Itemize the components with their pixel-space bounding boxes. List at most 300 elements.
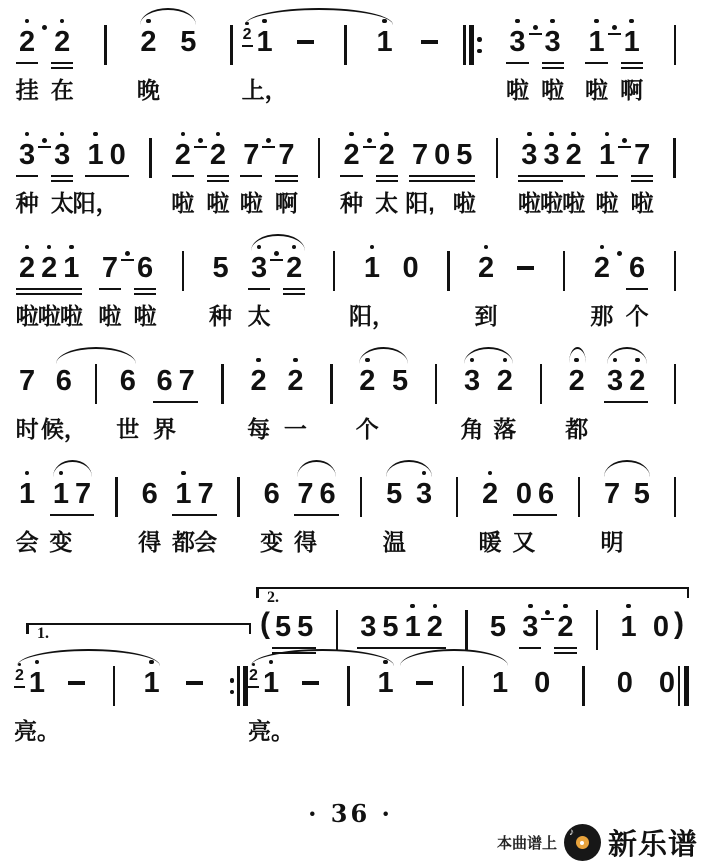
note <box>631 466 653 511</box>
octave-dot <box>613 358 618 363</box>
separator-dot <box>194 127 207 148</box>
dash-extension <box>514 240 538 285</box>
barline <box>674 364 677 404</box>
lyric-syllable: 到 <box>474 303 498 329</box>
duration-underline <box>513 514 535 517</box>
slur-arc-group <box>382 466 435 555</box>
duration-underline <box>16 288 38 291</box>
lyric-syllable: 在 <box>50 77 74 103</box>
octave-dot <box>383 660 388 665</box>
note-digit: 5 <box>382 611 399 643</box>
final-barline <box>678 666 689 706</box>
note-digit: 6 <box>319 478 336 510</box>
duration-underline <box>275 175 297 178</box>
note <box>107 127 129 177</box>
octave-dot <box>59 471 64 476</box>
dot-glyph <box>367 138 372 143</box>
duration-underline <box>376 175 398 178</box>
lyric-syllable: 啦 <box>595 190 619 216</box>
octave-dot-slot <box>240 127 262 138</box>
duration-underline <box>60 288 82 291</box>
duration-underline <box>275 180 297 183</box>
note-digit: 2 <box>496 365 513 397</box>
note-digit: 0 <box>109 139 126 171</box>
octave-dot-slot <box>194 127 207 138</box>
dash-extension <box>64 655 88 700</box>
note-digit: 1 <box>19 478 36 510</box>
note-digit: 1 <box>175 478 192 510</box>
dot-glyph <box>533 25 538 30</box>
note <box>283 240 305 295</box>
lyric-syllable: 落 <box>493 416 517 442</box>
note <box>13 655 60 744</box>
octave-dot-slot <box>376 127 398 138</box>
note <box>140 655 162 700</box>
barline <box>95 364 98 404</box>
octave-dot <box>35 660 40 665</box>
note-digit: 3 <box>415 478 433 510</box>
note <box>512 466 536 555</box>
note <box>247 240 271 329</box>
duration-underline <box>153 401 175 404</box>
octave-dot-slot <box>177 14 199 25</box>
octave-dot-slot <box>409 127 431 138</box>
slur-arc-group <box>136 14 199 103</box>
dash-glyph <box>68 681 85 685</box>
separator-dot <box>618 127 631 148</box>
note-digit: 7 <box>411 139 429 171</box>
dash-glyph <box>297 40 314 44</box>
note <box>541 14 565 103</box>
lyric-syllable: 暖 <box>478 529 502 555</box>
octave-dot-slot <box>293 14 317 25</box>
note-digit: 2 <box>557 611 574 643</box>
duration-underline <box>294 514 316 517</box>
slur-arc-group <box>565 353 590 442</box>
first-ending-label: 1. <box>37 625 49 642</box>
octave-dot-slot <box>357 599 379 610</box>
note <box>474 240 498 329</box>
octave-dot <box>93 132 98 137</box>
octave-dot-slot <box>513 466 535 477</box>
barline <box>336 610 339 650</box>
octave-dot <box>433 604 438 609</box>
separator-dot <box>363 127 376 148</box>
publisher-watermark <box>497 822 698 863</box>
score-system <box>0 353 701 466</box>
octave-dot-slot <box>14 659 25 667</box>
octave-dot <box>594 19 599 24</box>
octave-dot-slot <box>431 127 453 138</box>
dash-glyph <box>302 681 319 685</box>
octave-dot-slot <box>153 353 175 364</box>
note-digit: 1 <box>28 667 46 699</box>
octave-dot-slot <box>356 353 378 364</box>
note-digit: 2 <box>209 139 226 171</box>
duration-underline <box>270 259 283 262</box>
note-digit: 1 <box>143 667 160 699</box>
note <box>519 599 541 649</box>
lyric-syllable: 那 <box>590 303 614 329</box>
octave-dot-slot <box>172 127 194 138</box>
octave-dot-slot <box>16 240 38 251</box>
note <box>424 599 446 649</box>
barline <box>330 364 333 404</box>
octave-dot-slot <box>16 127 38 138</box>
note-row <box>15 466 685 555</box>
duration-underline <box>626 288 648 291</box>
note-digit: 7 <box>297 478 314 510</box>
duration-underline <box>38 146 51 149</box>
octave-dot-slot <box>399 240 421 251</box>
octave-dot-slot <box>585 14 607 25</box>
duration-underline <box>409 175 431 178</box>
duration-underline <box>207 175 229 178</box>
note-digit: 2 <box>19 26 36 58</box>
duration-underline <box>518 175 540 178</box>
duration-underline <box>357 647 379 650</box>
duration-underline <box>618 146 631 149</box>
octave-dot-slot <box>121 240 134 251</box>
dash-glyph <box>186 681 203 685</box>
lyric-syllable: 啦 <box>630 190 654 216</box>
octave-dot <box>527 132 532 137</box>
note <box>176 353 198 403</box>
note-digit: 1 <box>404 611 421 643</box>
duration-underline <box>453 175 475 178</box>
barline <box>113 666 116 706</box>
ending-main-line <box>13 655 689 744</box>
duration-underline <box>272 647 294 650</box>
note-digit: 3 <box>544 26 561 58</box>
note <box>274 127 298 216</box>
note-digit: 7 <box>101 252 118 284</box>
octave-dot <box>245 22 249 26</box>
note <box>487 599 509 644</box>
octave-dot <box>252 663 256 667</box>
slur-arc-group <box>293 466 339 555</box>
barline <box>447 251 450 291</box>
lyric-syllable: 啦 <box>133 303 157 329</box>
note-digit: 3 <box>463 365 481 397</box>
lyric-syllable: 啦 <box>505 77 529 103</box>
octave-dot-slot <box>294 466 316 477</box>
octave-dot-slot <box>361 240 383 251</box>
note-digit: 5 <box>386 478 403 510</box>
separator-dot <box>38 127 51 148</box>
note-digit: 3 <box>19 139 36 171</box>
note <box>379 599 401 649</box>
dot-glyph <box>42 25 47 30</box>
note-row <box>15 14 685 103</box>
octave-dot <box>635 358 640 363</box>
octave-dot-slot <box>613 240 626 251</box>
octave-dot-slot <box>38 240 60 251</box>
watermark-prefix-text: 本曲谱上 <box>496 835 557 852</box>
note <box>373 14 395 59</box>
dash-extension <box>183 655 207 700</box>
note-digit: 5 <box>212 252 229 284</box>
note-digit: 1 <box>376 26 393 58</box>
slur-arc-group <box>248 655 397 744</box>
dash-extension <box>417 14 441 59</box>
note <box>399 240 421 285</box>
parenthesis: ) <box>674 607 685 640</box>
octave-dot <box>574 358 579 363</box>
duration-underline <box>554 647 576 650</box>
note <box>630 127 654 216</box>
duration-underline <box>72 514 94 517</box>
separator-dot <box>541 599 554 620</box>
duration-underline <box>540 180 562 183</box>
octave-dot-slot <box>601 466 623 477</box>
note-digit: 6 <box>156 365 173 397</box>
lyric-syllable: 亮。 <box>13 718 60 744</box>
duration-underline <box>172 175 194 178</box>
lyric-syllable: 太 <box>50 190 74 216</box>
note-digit: 1 <box>598 139 616 171</box>
barline <box>104 25 107 65</box>
lyric-syllable: 挂 <box>15 77 39 103</box>
note-digit: 7 <box>197 478 214 510</box>
octave-dot <box>488 471 493 476</box>
duration-underline <box>519 647 541 650</box>
note-row <box>15 240 685 329</box>
separator-dot <box>608 14 621 35</box>
note-digit: 2 <box>250 365 267 397</box>
duration-underline <box>379 647 401 650</box>
duration-underline <box>541 618 554 621</box>
octave-dot <box>605 132 610 137</box>
note <box>283 353 307 442</box>
note-digit: 7 <box>603 478 621 510</box>
lyric-syllable: 阳, <box>405 190 435 216</box>
octave-dot <box>18 663 22 667</box>
note <box>478 466 502 555</box>
note-digit: 5 <box>180 26 197 58</box>
note-digit: 5 <box>297 611 314 643</box>
octave-dot-slot <box>137 14 159 25</box>
duration-underline <box>38 288 60 291</box>
duration-underline <box>453 180 475 183</box>
note-digit: 6 <box>537 478 555 510</box>
note <box>405 127 435 216</box>
note <box>389 353 411 398</box>
duration-underline <box>554 652 576 655</box>
note-digit: 3 <box>509 26 526 58</box>
lyric-syllable: 啦 <box>239 190 263 216</box>
octave-dot-slot <box>563 127 585 138</box>
lyric-syllable: 太 <box>247 303 271 329</box>
octave-dot <box>370 245 375 250</box>
separator-dot <box>38 14 51 30</box>
parenthesis: ( <box>260 607 270 640</box>
octave-dot-slot <box>260 655 282 666</box>
note <box>59 240 83 329</box>
octave-dot-slot <box>531 655 553 666</box>
barline <box>465 610 468 650</box>
lyric-syllable: 阳， <box>72 190 119 216</box>
lyric-syllable: 啦 <box>585 77 609 103</box>
note-digit: 0 <box>534 667 551 699</box>
note <box>452 127 476 216</box>
note-digit: 2 <box>629 365 646 397</box>
note-digit: 5 <box>633 478 650 510</box>
note-digit: 3 <box>543 139 560 171</box>
duration-underline <box>51 67 73 70</box>
note-digit: 2 <box>343 139 360 171</box>
octave-dot <box>470 358 475 363</box>
octave-dot-slot <box>64 655 88 666</box>
duration-underline <box>540 175 562 178</box>
dash-glyph <box>517 266 534 270</box>
note <box>618 599 640 644</box>
octave-dot-slot <box>424 599 446 610</box>
duration-underline <box>195 514 217 517</box>
octave-dot <box>292 245 297 250</box>
note-digit: 2 <box>568 365 585 397</box>
note <box>626 353 648 403</box>
octave-dot-slot <box>529 14 542 25</box>
duration-underline <box>85 175 107 178</box>
note <box>505 14 529 103</box>
slur-arc-group <box>604 353 650 403</box>
barline <box>360 477 363 517</box>
octave-dot-slot <box>16 466 38 477</box>
duration-underline <box>283 288 305 291</box>
note <box>239 127 263 216</box>
octave-dot <box>503 358 508 363</box>
note <box>50 127 74 216</box>
note <box>294 599 316 654</box>
note-digit: 1 <box>52 478 69 510</box>
duration-underline <box>51 175 73 178</box>
note <box>540 127 563 216</box>
duration-underline <box>248 686 259 688</box>
thick-bar <box>684 666 689 706</box>
note <box>650 599 672 644</box>
separator-dot <box>270 240 283 261</box>
repeat-dots <box>474 25 485 65</box>
note <box>620 14 644 103</box>
octave-dot-slot <box>51 127 73 138</box>
octave-dot-slot <box>134 240 156 251</box>
note-digit: 2 <box>378 139 395 171</box>
note <box>116 353 140 442</box>
note-digit: 2 <box>481 478 499 510</box>
lyric-syllable: 种 <box>15 190 39 216</box>
note-digit: 7 <box>243 139 260 171</box>
duration-underline <box>518 180 540 183</box>
note <box>293 466 317 555</box>
octave-dot-slot <box>140 655 162 666</box>
lyric-syllable: 啊 <box>274 190 298 216</box>
note-digit: 6 <box>136 252 154 284</box>
octave-dot-slot <box>85 127 107 138</box>
slur-arc-group <box>355 353 411 442</box>
note-digit: 2 <box>286 252 303 284</box>
duration-underline <box>242 45 253 47</box>
note <box>565 353 589 442</box>
octave-dot <box>69 245 74 250</box>
octave-dot-slot <box>16 353 38 364</box>
note-digit: 0 <box>652 611 670 643</box>
octave-dot-slot <box>117 353 139 364</box>
note <box>171 466 195 555</box>
octave-dot-slot <box>363 127 376 138</box>
octave-dot-slot <box>209 240 231 251</box>
note-digit: 2 <box>359 365 376 397</box>
octave-dot <box>181 132 186 137</box>
octave-dot-slot <box>453 127 475 138</box>
octave-dot-slot <box>270 240 283 251</box>
octave-dot-slot <box>294 599 316 610</box>
duration-underline <box>51 62 73 65</box>
note-digit: 2 <box>287 365 304 397</box>
barline <box>347 666 350 706</box>
octave-dot-slot <box>514 240 538 251</box>
duration-underline <box>176 401 198 404</box>
slur-arc-group <box>40 353 140 442</box>
note-digit: 2 <box>565 139 582 171</box>
octave-dot <box>216 132 221 137</box>
second-ending-label: 2. <box>267 589 279 606</box>
note <box>98 240 122 329</box>
note-digit: 6 <box>119 365 136 397</box>
note-digit: 0 <box>515 478 532 510</box>
barline <box>221 364 224 404</box>
octave-dot <box>256 358 261 363</box>
lyric-syllable: 啦 <box>59 303 83 329</box>
duration-underline <box>51 180 73 183</box>
octave-dot-slot <box>207 127 229 138</box>
duration-underline <box>621 67 643 70</box>
note <box>625 240 649 329</box>
note <box>585 14 609 103</box>
grace-note <box>248 659 259 688</box>
octave-dot-slot <box>494 353 516 364</box>
slur-arc-group <box>13 655 163 744</box>
note <box>317 466 339 516</box>
octave-dot <box>146 19 151 24</box>
note <box>15 14 39 103</box>
duration-underline <box>340 175 362 178</box>
duration-underline <box>529 33 542 36</box>
lyric-syllable: 啦 <box>171 190 195 216</box>
duration-underline <box>14 686 25 688</box>
lyric-syllable: 温 <box>382 529 406 555</box>
octave-dot-slot <box>248 353 270 364</box>
duration-underline <box>596 175 618 178</box>
octave-dot-slot <box>379 599 401 610</box>
note <box>72 466 94 516</box>
octave-dot-slot <box>389 353 411 364</box>
octave-dot-slot <box>53 353 75 364</box>
barline <box>540 364 543 404</box>
duration-underline <box>121 259 134 262</box>
lyric-syllable: 会 <box>194 529 218 555</box>
note <box>348 240 395 329</box>
dot-glyph <box>612 25 617 30</box>
octave-dot <box>60 19 65 24</box>
octave-dot-slot <box>176 353 198 364</box>
octave-dot <box>484 245 489 250</box>
octave-dot <box>626 604 631 609</box>
octave-dot-slot <box>604 353 626 364</box>
note <box>15 466 39 555</box>
duration-underline <box>172 514 194 517</box>
note-digit: 1 <box>363 252 381 284</box>
